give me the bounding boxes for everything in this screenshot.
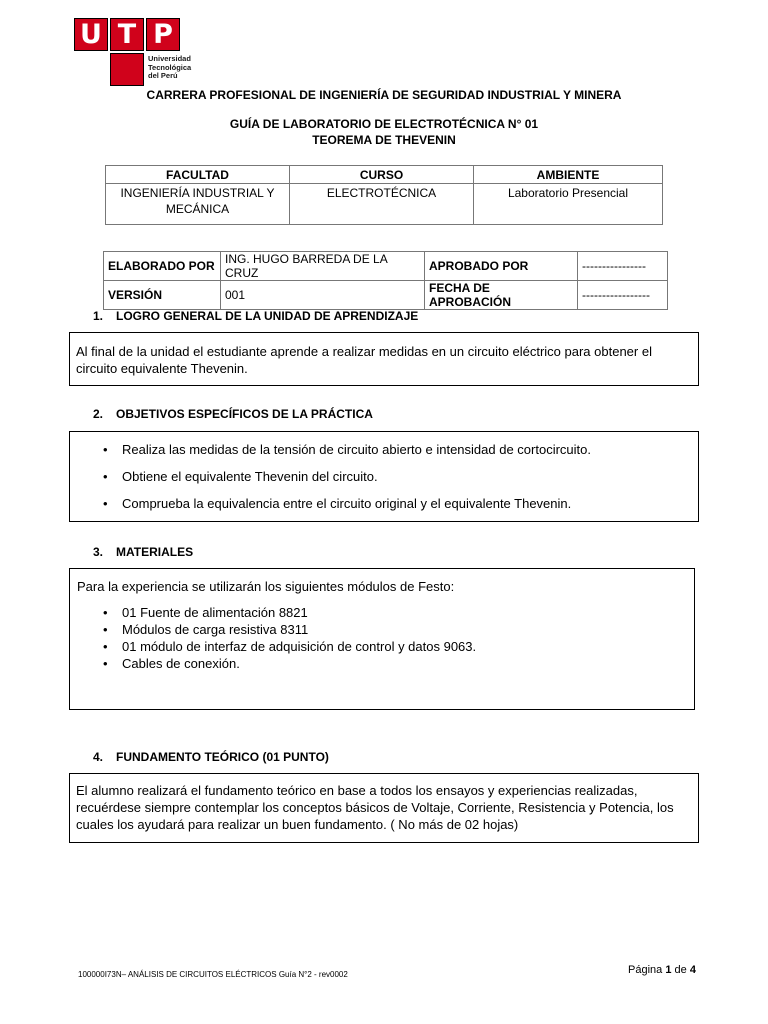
- header-environment: AMBIENTE: [474, 166, 663, 184]
- section-2-title: OBJETIVOS ESPECÍFICOS DE LA PRÁCTICA: [116, 407, 373, 421]
- section-1-box: [69, 332, 699, 386]
- section-3-heading: [93, 545, 193, 559]
- guide-title: GUÍA DE LABORATORIO DE ELECTROTÉCNICA N° 01: [229, 117, 539, 131]
- section-4-number: 4.: [93, 750, 104, 764]
- label-prepared-by: ELABORADO POR: [104, 252, 221, 281]
- section-4-title: FUNDAMENTO TEÓRICO (01 PUNTO): [116, 750, 329, 764]
- document-meta-table: [103, 251, 668, 310]
- utp-logo: [74, 18, 204, 88]
- section-1-number: 1.: [93, 309, 104, 323]
- faculty-course-table: [105, 165, 663, 225]
- section-4-heading: [93, 750, 329, 764]
- logo-letter-t: T: [110, 18, 144, 51]
- section-3-number: 3.: [93, 545, 104, 559]
- cell-course: ELECTROTÉCNICA: [290, 184, 474, 225]
- logo-block: [110, 53, 144, 86]
- section-2-box: [69, 431, 699, 522]
- university-name: [148, 55, 208, 81]
- material-item: • 01 módulo de interfaz de adquisición de control y datos 9063.: [70, 638, 694, 655]
- value-prepared-by: ING. HUGO BARREDA DE LA CRUZ: [221, 252, 425, 281]
- material-item: • Módulos de carga resistiva 8311: [70, 621, 694, 638]
- section-2-heading: [93, 407, 373, 421]
- career-title: CARRERA PROFESIONAL DE INGENIERÍA DE SEGURIDAD INDUSTRIAL Y MINERA: [146, 88, 622, 102]
- page-total: 4: [689, 964, 696, 976]
- material-item: • 01 Fuente de alimentación 8821: [70, 604, 694, 621]
- page-current: 1: [665, 964, 672, 976]
- section-1-heading: [93, 309, 418, 323]
- logo-letter-p: P: [146, 18, 180, 51]
- cell-environment: Laboratorio Presencial: [474, 184, 663, 225]
- label-approved-by: APROBADO POR: [425, 252, 578, 281]
- section-4-text: El alumno realizará el fundamento teórico en base a todos los ensayos y experiencias realizadas, recuérdese siempre contemplar los conceptos básicos de Voltaje, Corriente, Resistencia y Potencia, los cuales los ayudará para realizar un buen fundamento. ( No más de 02 hojas): [76, 783, 674, 832]
- header-faculty: FACULTAD: [106, 166, 290, 184]
- header-course: CURSO: [290, 166, 474, 184]
- value-approved-by: ----------------: [578, 252, 668, 281]
- value-approval-date: -----------------: [578, 281, 668, 310]
- label-approval-date: FECHA DE APROBACIÓN: [425, 281, 578, 310]
- value-version: 001: [221, 281, 425, 310]
- objective-item: • Obtiene el equivalente Thevenin del circuito.: [70, 468, 698, 485]
- university-name-line3: del Perú: [148, 71, 178, 80]
- section-3-box: [69, 568, 695, 710]
- section-1-title: LOGRO GENERAL DE LA UNIDAD DE APRENDIZAJE: [116, 309, 419, 323]
- section-1-text: Al final de la unidad el estudiante aprende a realizar medidas en un circuito eléctrico para obtener el circuito equivalente Thevenin.: [76, 344, 652, 376]
- footer-course-code: 100000I73N– ANÁLISIS DE CIRCUITOS ELÉCTRICOS Guía N°2 - rev0002: [78, 970, 348, 979]
- university-name-line1: Universidad: [148, 54, 191, 63]
- page-of: de: [674, 964, 687, 976]
- objective-item: • Comprueba la equivalencia entre el circuito original y el equivalente Thevenin.: [70, 495, 698, 512]
- page-label: Página: [628, 964, 663, 976]
- guide-subtitle: TEOREMA DE THEVENIN: [312, 133, 456, 147]
- objective-item: • Realiza las medidas de la tensión de circuito abierto e intensidad de cortocircuito.: [70, 441, 698, 458]
- section-4-box: [69, 773, 699, 843]
- label-version: VERSIÓN: [104, 281, 221, 310]
- material-item: • Cables de conexión.: [70, 655, 694, 672]
- section-2-number: 2.: [93, 407, 104, 421]
- footer-page-number: [628, 964, 696, 976]
- materials-intro: Para la experiencia se utilizarán los siguientes módulos de Festo:: [77, 579, 455, 594]
- section-3-title: MATERIALES: [116, 545, 194, 559]
- university-name-line2: Tecnológica: [148, 62, 192, 72]
- cell-faculty: INGENIERÍA INDUSTRIAL Y MECÁNICA: [106, 184, 290, 225]
- logo-letter-u: U: [74, 18, 108, 51]
